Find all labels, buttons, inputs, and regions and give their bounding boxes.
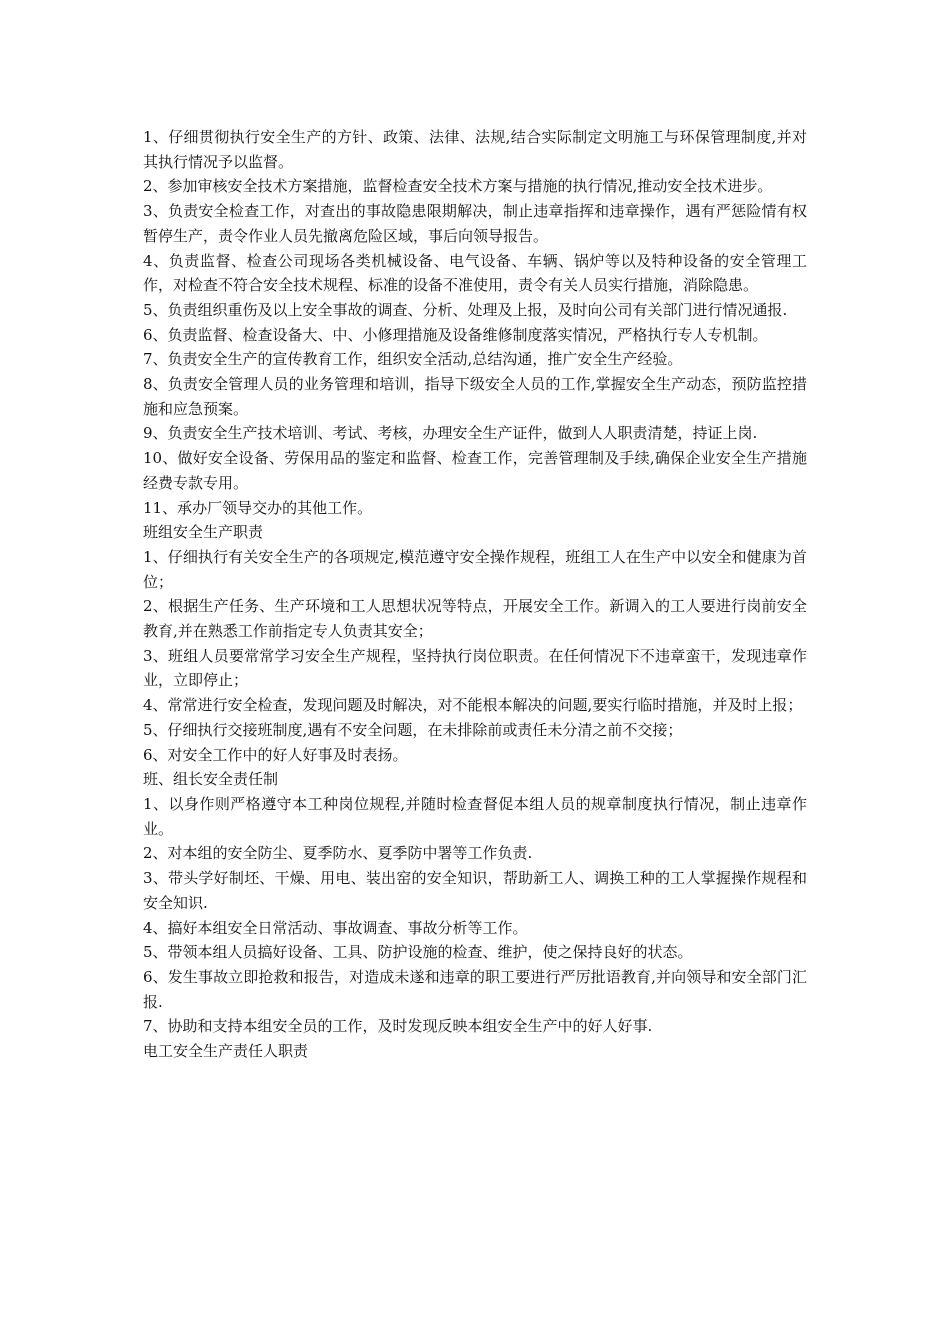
paragraph: 6、发生事故立即抢救和报告，对造成未遂和违章的职工要进行严厉批语教育,并向领导和安全部门汇报. [143,967,807,1011]
paragraph: 10、做好安全设备、劳保用品的鉴定和监督、检查工作，完善管理制及手续,确保企业安全生产措施经费专款专用。 [143,449,807,492]
section-heading: 电工安全生产责任人职责 [143,1042,309,1061]
paragraph: 8、负责安全管理人员的业务管理和培训，指导下级安全人员的工作,掌握安全生产动态，预防监控措施和应急预案。 [143,375,807,418]
paragraph: 2、对本组的安全防尘、夏季防水、夏季防中署等工作负责. [143,844,533,863]
paragraph: 9、负责安全生产技术培训、考试、考核，办理安全生产证件，做到人人职责清楚，持证上岗. [143,424,758,443]
paragraph: 1、仔细贯彻执行安全生产的方针、政策、法律、法规,结合实际制定文明施工与环保管理制度,并对其执行情况予以监督。 [143,128,807,171]
paragraph: 7、负责安全生产的宣传教育工作，组织安全活动,总结沟通，推广安全生产经验。 [143,350,683,369]
paragraph: 3、班组人员要常常学习安全生产规程，坚持执行岗位职责。在任何情况下不违章蛮干，发现违章作业，立即停止； [143,646,807,690]
paragraph: 11、承办厂领导交办的其他工作。 [143,498,373,517]
paragraph: 4、常常进行安全检查，发现问题及时解决，对不能根本解决的问题,要实行临时措施，并及时上报； [143,696,803,715]
paragraph: 3、负责安全检查工作，对查出的事故隐患限期解决，制止违章指挥和违章操作，遇有严惩险情有权暂停生产，责令作业人员先撤离危险区域，事后向领导报告。 [143,202,807,245]
paragraph: 7、协助和支持本组安全员的工作，及时发现反映本组安全生产中的好人好事. [143,1017,653,1036]
paragraph: 5、负责组织重伤及以上安全事故的调查、分析、处理及上报，及时向公司有关部门进行情况通报. [143,300,788,319]
paragraph: 1、以身作则严格遵守本工种岗位规程,并随时检查督促本组人员的规章制度执行情况，制止违章作业。 [143,794,807,838]
paragraph: 4、搞好本组安全日常活动、事故调查、事故分析等工作。 [143,918,528,937]
paragraph: 5、仔细执行交接班制度,遇有不安全问题，在未排除前或责任未分清之前不交接； [143,720,683,739]
section-heading: 班组安全生产职责 [143,523,264,542]
paragraph: 6、负责监督、检查设备大、中、小修理措施及设备维修制度落实情况，严格执行专人专机制。 [143,325,768,344]
paragraph: 2、根据生产任务、生产环境和工人思想状况等特点，开展安全工作。新调入的工人要进行岗前安全教育,并在熟悉工作前指定专人负责其安全； [143,597,807,641]
paragraph: 5、带领本组人员搞好设备、工具、防护设施的检查、维护，使之保持良好的状态。 [143,943,693,962]
paragraph: 4、负责监督、检查公司现场各类机械设备、电气设备、车辆、锅炉等以及特种设备的安全管理工作，对检查不符合安全技术规程、标准的设备不准使用，责令有关人员实行措施，消除隐患。 [143,251,807,295]
paragraph: 2、参加审核安全技术方案措施，监督检查安全技术方案与措施的执行情况,推动安全技术进步。 [143,177,773,196]
paragraph: 6、对安全工作中的好人好事及时表扬。 [143,745,408,764]
section-heading: 班、组长安全责任制 [143,770,279,789]
paragraph: 3、带头学好制坯、干燥、用电、装出窑的安全知识，帮助新工人、调换工种的工人掌握操作规程和安全知识. [143,869,807,912]
paragraph: 1、仔细执行有关安全生产的各项规定,模范遵守安全操作规程，班组工人在生产中以安全和健康为首位； [143,547,807,591]
